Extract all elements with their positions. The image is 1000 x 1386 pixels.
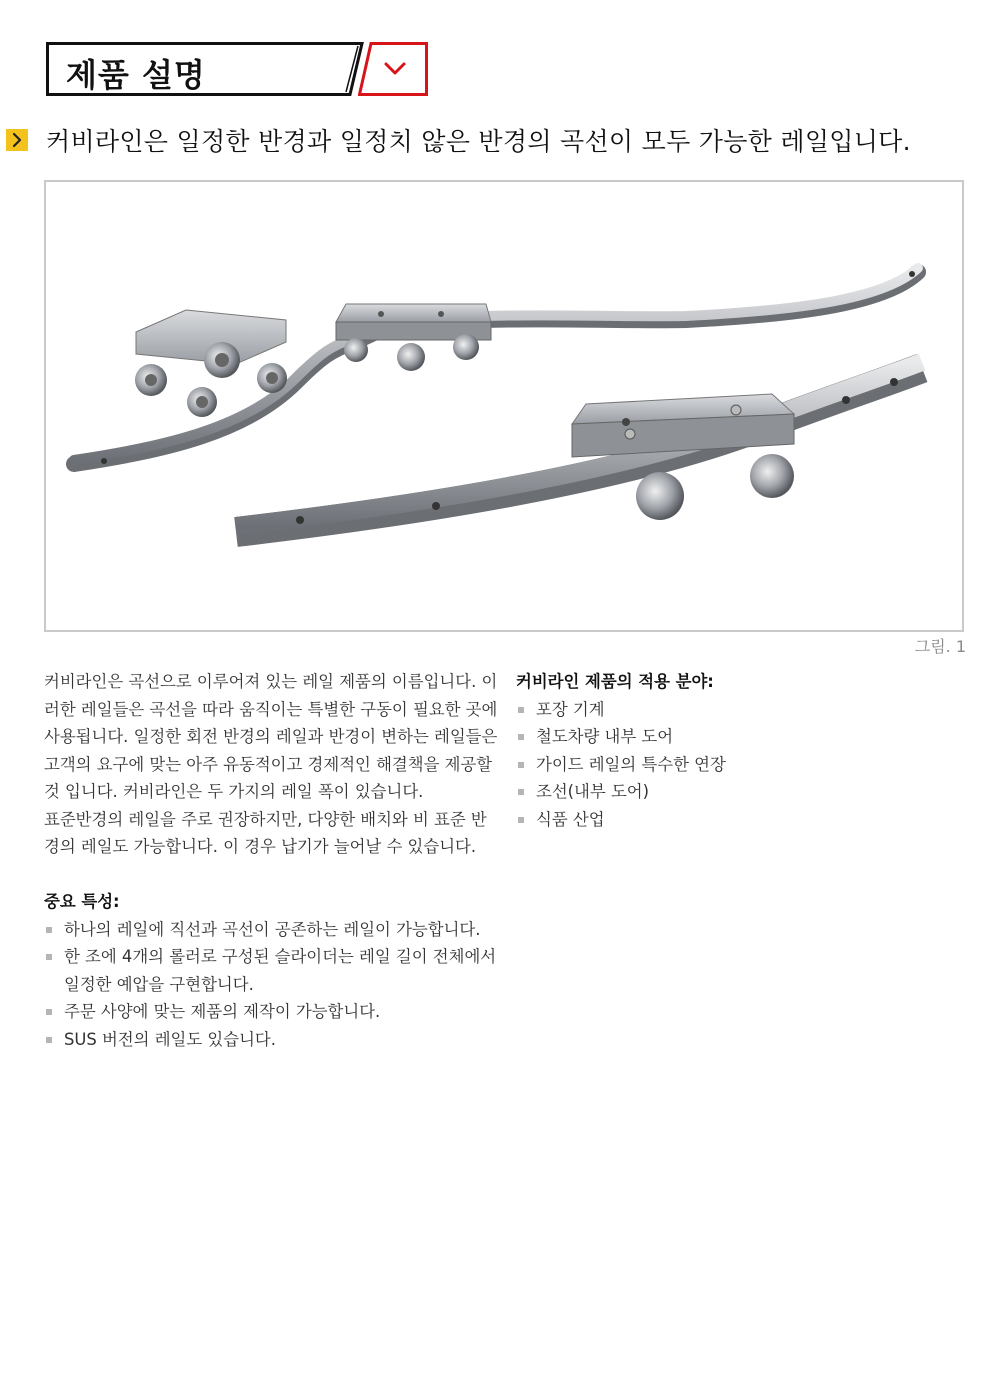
figure-caption: 그림. 1 [914, 637, 966, 656]
list-item: 포장 기계 [516, 696, 956, 724]
features-list [44, 916, 500, 1054]
list-item: 하나의 레일에 직선과 곡선이 공존하는 레일이 가능합니다. [44, 916, 500, 944]
list-item: 한 조에 4개의 롤러로 구성된 슬라이더는 레일 길이 전체에서 일정한 예압을 구현합니다. [44, 943, 500, 998]
curved-rail-product-image [46, 182, 962, 630]
bullet-square-icon [518, 734, 524, 740]
headline-text: 커비라인은 일정한 반경과 일정치 않은 반경의 곡선이 모두 가능한 레일입니다. [46, 127, 911, 156]
bullet-square-icon [46, 954, 52, 960]
description-paragraph: 커비라인은 곡선으로 이루어져 있는 레일 제품의 이름입니다. 이러한 레일들은 곡선을 따라 움직이는 특별한 구동이 필요한 곳에 사용됩니다. 일정한 회전 반경의 레일과 반경이 변하는 레일들은 고객의 요구에 맞는 아주 유동적이고 경제적인 해결책을 제공할 것 입니다. 커비라인은 두 가지의 레일 폭이 있습니다. [44, 672, 498, 801]
list-item: SUS 버전의 레일도 있습니다. [44, 1026, 500, 1054]
features-heading: 중요 특성: [44, 892, 120, 911]
bullet-square-icon [518, 707, 524, 713]
bullet-square-icon [46, 927, 52, 933]
bullet-square-icon [518, 817, 524, 823]
description-paragraph: 표준반경의 레일을 주로 권장하지만, 다양한 배치와 비 표준 반경의 레일도 가능합니다. 이 경우 납기가 늘어날 수 있습니다. [44, 809, 487, 856]
features-section [44, 888, 500, 1053]
list-item: 주문 사양에 맞는 제품의 제작이 가능합니다. [44, 998, 500, 1026]
section-title-box [46, 42, 364, 96]
list-item: 가이드 레일의 특수한 연장 [516, 751, 956, 779]
list-item: 식품 산업 [516, 806, 956, 834]
headline-row [6, 122, 911, 158]
list-item: 철도차량 내부 도어 [516, 723, 956, 751]
bullet-square-icon [46, 1037, 52, 1043]
bullet-square-icon [518, 762, 524, 768]
list-item: 조선(내부 도어) [516, 778, 956, 806]
section-title: 제품 설명 [66, 56, 206, 94]
bullet-square-icon [46, 1009, 52, 1015]
product-figure [44, 180, 964, 632]
applications-list [516, 696, 956, 834]
section-toggle-button[interactable] [358, 42, 428, 96]
applications-section [516, 668, 956, 833]
bullet-square-icon [518, 789, 524, 795]
description-column [44, 668, 500, 861]
applications-heading: 커비라인 제품의 적용 분야: [516, 672, 714, 691]
chevron-right-icon [6, 129, 28, 151]
